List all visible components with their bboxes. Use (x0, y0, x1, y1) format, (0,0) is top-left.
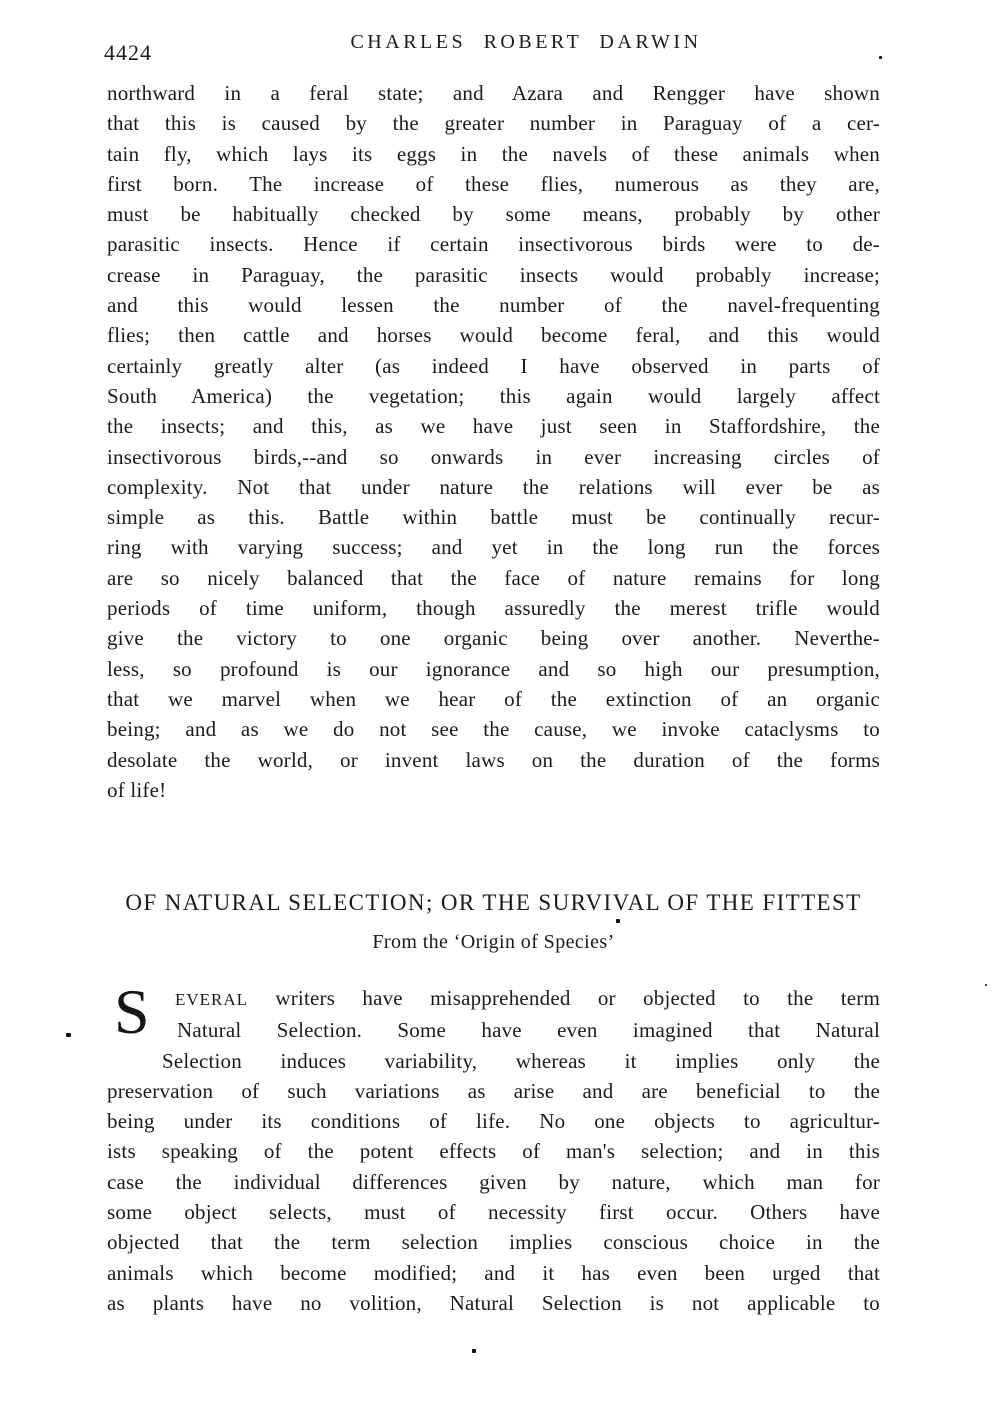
text-line-rest: writers have misapprehended or objected to the term (248, 986, 880, 1010)
text-line: ring with varying success; and yet in the long run the forces (107, 535, 880, 560)
text-line: parasitic insects. Hence if certain insectivorous birds were to de- (107, 232, 880, 257)
section-subtitle: From the ‘Origin of Species’ (372, 931, 615, 953)
scan-speck (879, 56, 882, 59)
text-line: objected that the term selection implies conscious choice in the (107, 1230, 880, 1255)
text-line: as plants have no volition, Natural Selection is not applicable to (107, 1290, 880, 1315)
text-line (107, 983, 880, 1015)
page-number: 4424 (104, 40, 152, 65)
text-line: animals which become modified; and it has even been urged that (107, 1260, 880, 1285)
text-line: Natural Selection. Some have even imagined that Natural (177, 1018, 880, 1043)
text-line: simple as this. Battle within battle must be continually recur- (107, 505, 880, 530)
text-line: the insects; and this, as we have just seen in Staffordshire, the (107, 414, 880, 439)
text-line: of life! (107, 777, 167, 802)
text-line: that this is caused by the greater number in Paraguay of a cer- (107, 111, 880, 136)
text-line: tain fly, which lays its eggs in the navels of these animals when (107, 141, 880, 166)
smallcaps-word: EVERAL (175, 990, 249, 1009)
text-line: first born. The increase of these flies, numerous as they are, (107, 171, 880, 196)
scan-speck (985, 984, 987, 986)
text-line: Selection induces variability, whereas it implies only the (162, 1048, 880, 1073)
scan-speck (472, 1349, 476, 1353)
text-line: being under its conditions of life. No one objects to agricultur- (107, 1109, 880, 1134)
paragraph-several-writers (107, 976, 880, 1318)
text-line: and this would lessen the number of the navel-frequenting (107, 293, 880, 318)
text-line: complexity. Not that under nature the relations will ever be as (107, 474, 880, 499)
text-line: must be habitually checked by some means, probably by other (107, 202, 880, 227)
text-line: give the victory to one organic being over another. Neverthe- (107, 626, 880, 651)
text-line: being; and as we do not see the cause, we invoke cataclysms to (107, 717, 880, 742)
scan-speck (66, 1033, 71, 1037)
text-line: crease in Paraguay, the parasitic insects would probably increase; (107, 262, 880, 287)
text-line: case the individual differences given by nature, which man for (107, 1169, 880, 1194)
text-line: are so nicely balanced that the face of nature remains for long (107, 565, 880, 590)
running-header: CHARLES ROBERT DARWIN (350, 31, 702, 53)
text-line: flies; then cattle and horses would become feral, and this would (107, 323, 880, 348)
text-line: less, so profound is our ignorance and so high our presumption, (107, 656, 880, 681)
text-line: desolate the world, or invent laws on the duration of the forms (107, 747, 880, 772)
text-line: northward in a feral state; and Azara and Rengger have shown (107, 81, 880, 105)
text-line: South America) the vegetation; this again would largely affect (107, 383, 880, 408)
text-line: preservation of such variations as arise and are beneficial to the (107, 1078, 880, 1103)
text-line: that we marvel when we hear of the extinction of an organic (107, 686, 880, 711)
text-line: periods of time uniform, though assuredly the merest trifle would (107, 596, 880, 621)
section-title: OF NATURAL SELECTION; OR THE SURVIVAL OF THE FITTEST (125, 890, 862, 915)
text-line: ists speaking of the potent effects of man's selection; and in this (107, 1139, 880, 1164)
text-line: certainly greatly alter (as indeed I have observed in parts of (107, 353, 880, 378)
paragraph-continuation (107, 78, 880, 805)
text-line: some object selects, must of necessity first occur. Others have (107, 1200, 880, 1225)
scan-speck (616, 919, 620, 923)
drop-cap: S (114, 976, 150, 1047)
text-line: insectivorous birds,--and so onwards in ever increasing circles of (107, 444, 880, 469)
